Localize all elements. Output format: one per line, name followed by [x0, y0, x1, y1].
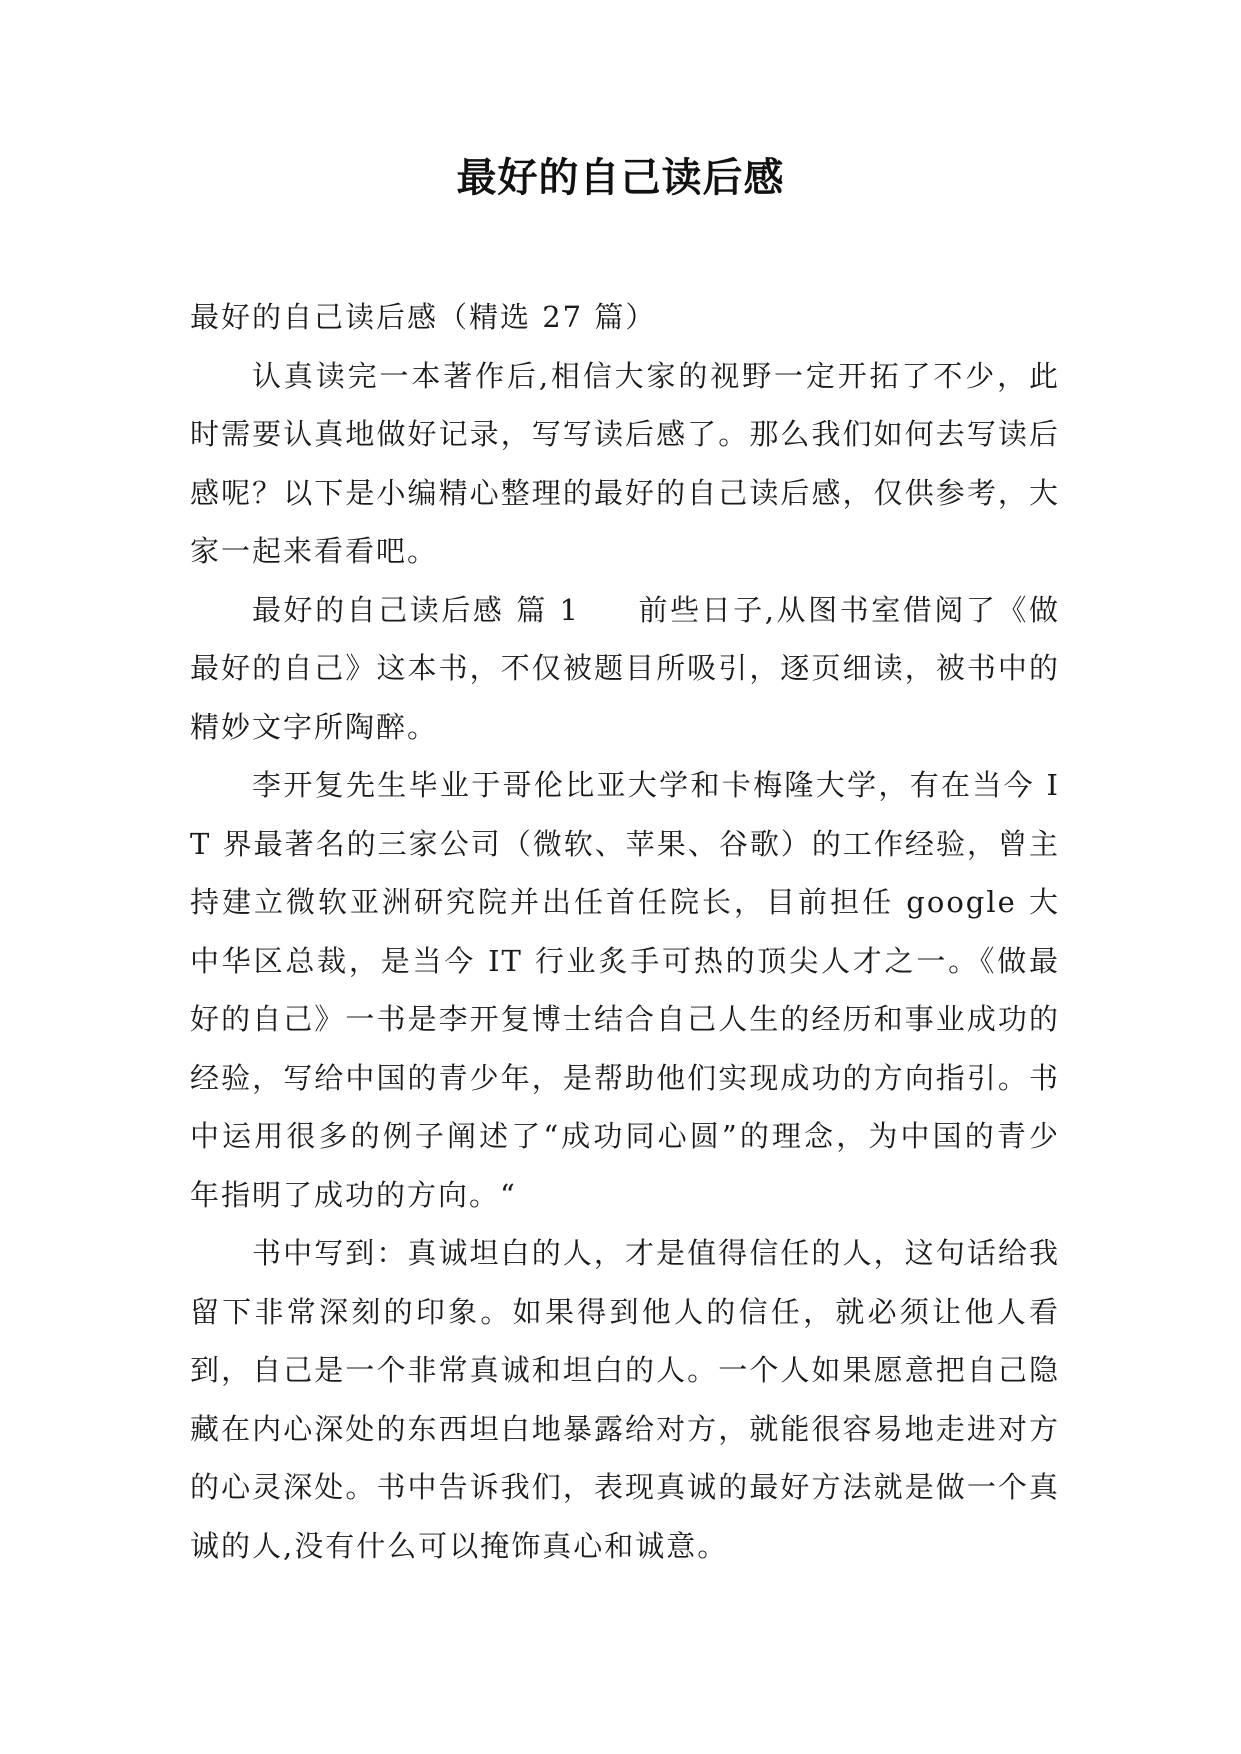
section-1-paragraph	[190, 581, 1060, 757]
intro-paragraph: 认真读完一本著作后,相信大家的视野一定开拓了不少，此时需要认真地做好记录，写写读后感了。那么我们如何去写读后感呢？以下是小编精心整理的最好的自己读后感，仅供参考，大家一起来看看吧。	[190, 358, 1060, 568]
section-1-first-text: 前些日子,从图书室借阅了《做最好的自己》这本书，不仅被题目所吸引，逐页细读，被书中的精妙文字所陶醉。	[190, 592, 1060, 744]
document-subtitle: 最好的自己读后感（精选 27 篇）	[190, 300, 657, 334]
paragraph-2: 李开复先生毕业于哥伦比亚大学和卡梅隆大学，有在当今 IT 界最著名的三家公司（微软、苹果、谷歌）的工作经验，曾主持建立微软亚洲研究院并出任首任院长，目前担任 google 大中华区总裁，是当今 IT 行业炙手可热的顶尖人才之一。《做最好的自己》一书是李开复博士结合自己人生的经历和事业成功的经验，写给中国的青少年，是帮助他们实现成功的方向指引。书中运用很多的例子阐述了“成功同心圆”的理念，为中国的青少年指明了成功的方向。“	[190, 768, 1060, 1212]
paragraph-3: 书中写到：真诚坦白的人，才是值得信任的人，这句话给我留下非常深刻的印象。如果得到他人的信任，就必须让他人看到，自己是一个非常真诚和坦白的人。一个人如果愿意把自己隐藏在内心深处的东西坦白地暴露给对方，就能很容易地走进对方的心灵深处。书中告诉我们，表现真诚的最好方法就是做一个真诚的人,没有什么可以掩饰真心和诚意。	[190, 1236, 1060, 1563]
document-body	[190, 288, 1060, 1575]
document-title: 最好的自己读后感	[456, 155, 785, 201]
section-1-heading: 最好的自己读后感 篇 1	[252, 592, 580, 627]
